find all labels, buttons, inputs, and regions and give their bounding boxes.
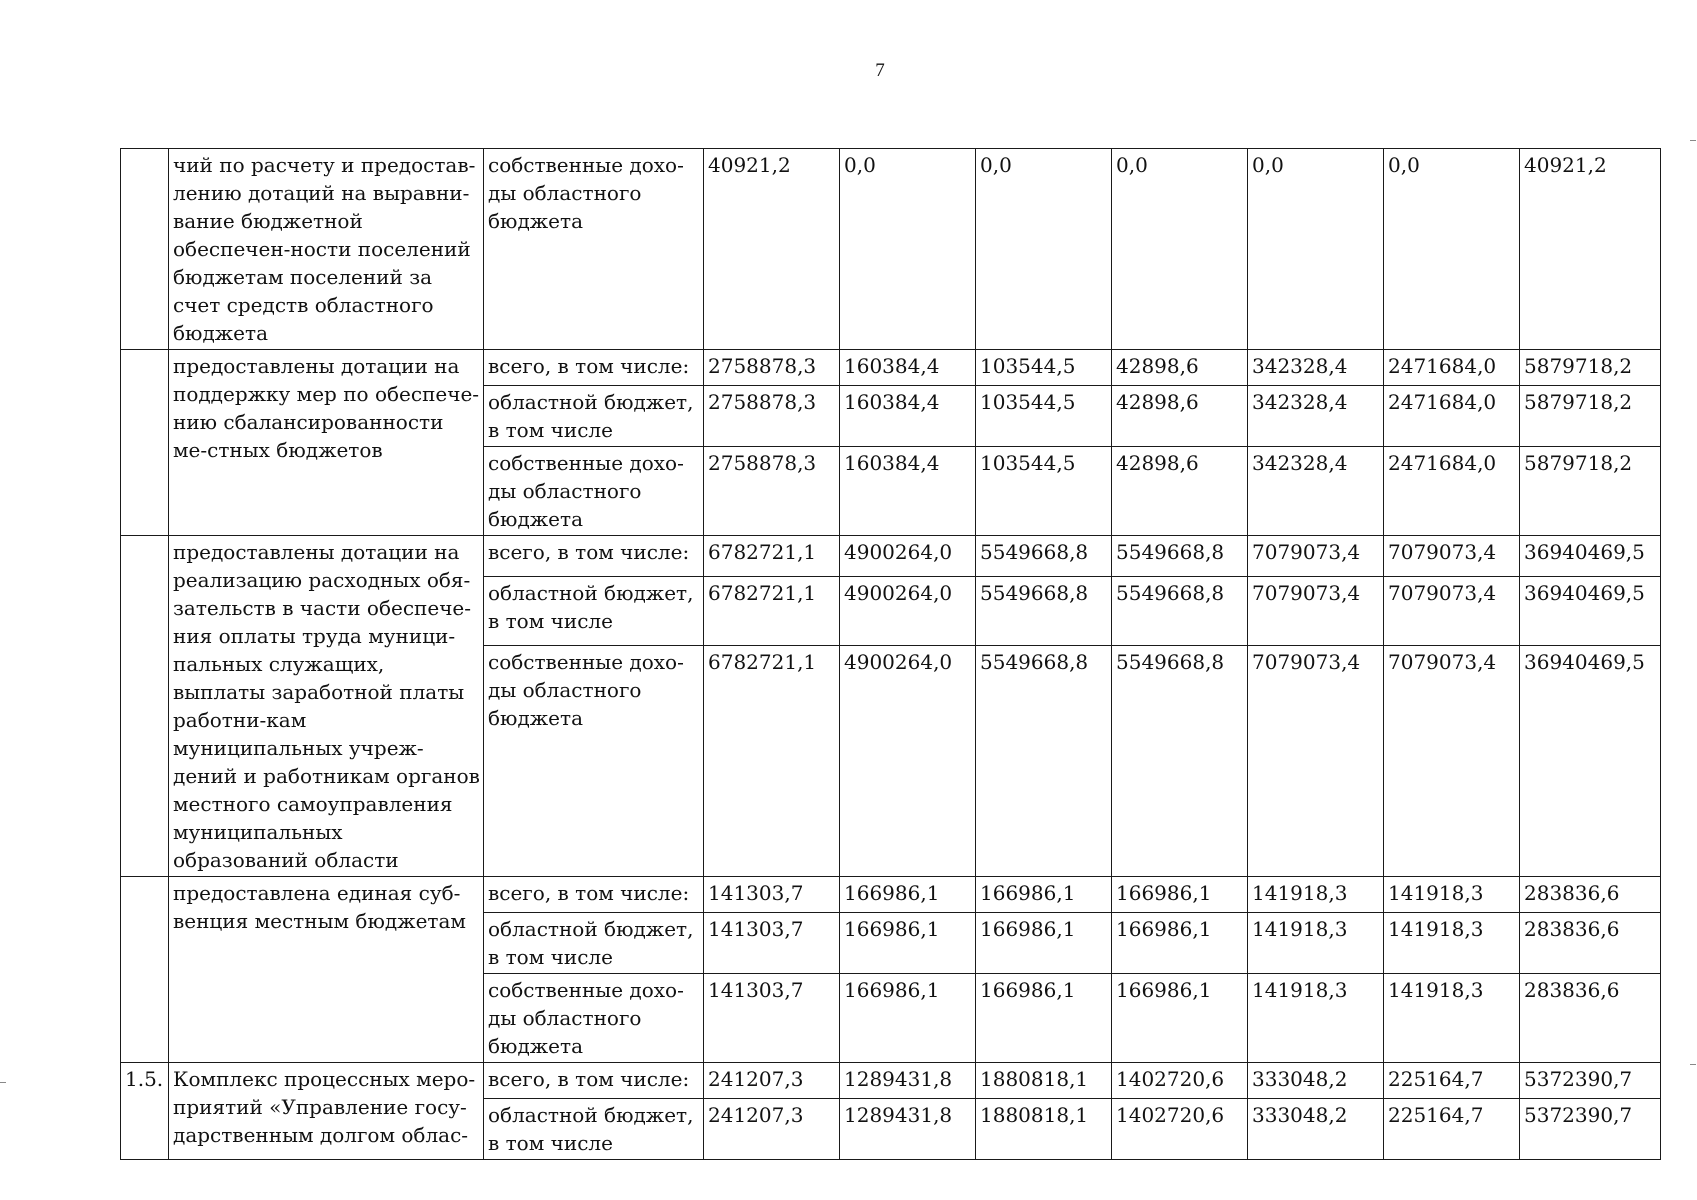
year-value-cell: 6782721,1 (704, 576, 840, 645)
year-value-cell: 225164,7 (1384, 1063, 1520, 1099)
year-value-cell: 0,0 (1112, 149, 1248, 350)
year-value-cell: 2471684,0 (1384, 386, 1520, 447)
budget-table (120, 148, 1661, 1160)
total-value-cell: 5879718,2 (1520, 447, 1661, 536)
year-value-cell: 1402720,6 (1112, 1099, 1248, 1160)
year-value-cell: 166986,1 (976, 877, 1112, 913)
table-row (121, 149, 1661, 350)
year-value-cell: 0,0 (1384, 149, 1520, 350)
measure-description-cell: Комплекс процессных меро-приятий «Управление госу-дарственным долгом облас- (169, 1063, 484, 1160)
measure-description-cell: чий по расчету и предостав-лению дотаций на выравни-вание бюджетной обеспечен-ности поселений бюджетам поселений за счет средств областного бюджета (169, 149, 484, 350)
year-value-cell: 342328,4 (1248, 350, 1384, 386)
year-value-cell: 7079073,4 (1384, 576, 1520, 645)
funding-source-cell: всего, в том числе: (484, 536, 704, 577)
funding-source-cell: всего, в том числе: (484, 350, 704, 386)
year-value-cell: 5549668,8 (976, 576, 1112, 645)
year-value-cell: 342328,4 (1248, 386, 1384, 447)
year-value-cell: 141918,3 (1384, 974, 1520, 1063)
measure-description-cell: предоставлены дотации на поддержку мер по обеспече-нию сбалансированности ме-стных бюджетов (169, 350, 484, 536)
year-value-cell: 103544,5 (976, 386, 1112, 447)
year-value-cell: 166986,1 (840, 877, 976, 913)
year-value-cell: 166986,1 (976, 913, 1112, 974)
year-value-cell: 4900264,0 (840, 645, 976, 876)
year-value-cell: 1880818,1 (976, 1063, 1112, 1099)
total-value-cell: 36940469,5 (1520, 536, 1661, 577)
year-value-cell: 1880818,1 (976, 1099, 1112, 1160)
total-value-cell: 5372390,7 (1520, 1063, 1661, 1099)
row-index-cell (121, 350, 169, 536)
year-value-cell: 0,0 (840, 149, 976, 350)
year-value-cell: 141918,3 (1248, 913, 1384, 974)
year-value-cell: 5549668,8 (1112, 645, 1248, 876)
table-row (121, 1063, 1661, 1099)
year-value-cell: 1289431,8 (840, 1063, 976, 1099)
year-value-cell: 42898,6 (1112, 350, 1248, 386)
year-value-cell: 40921,2 (704, 149, 840, 350)
year-value-cell: 141303,7 (704, 974, 840, 1063)
total-value-cell: 36940469,5 (1520, 645, 1661, 876)
year-value-cell: 333048,2 (1248, 1099, 1384, 1160)
year-value-cell: 7079073,4 (1248, 536, 1384, 577)
year-value-cell: 7079073,4 (1384, 645, 1520, 876)
scan-edge-mark (1690, 140, 1696, 141)
funding-source-cell: собственные дохо-ды областного бюджета (484, 149, 704, 350)
year-value-cell: 2471684,0 (1384, 350, 1520, 386)
scan-edge-mark (1690, 1064, 1696, 1065)
total-value-cell: 283836,6 (1520, 913, 1661, 974)
year-value-cell: 5549668,8 (976, 645, 1112, 876)
year-value-cell: 103544,5 (976, 350, 1112, 386)
row-index-cell (121, 149, 169, 350)
funding-source-cell: областной бюджет, в том числе (484, 913, 704, 974)
year-value-cell: 5549668,8 (1112, 536, 1248, 577)
year-value-cell: 160384,4 (840, 350, 976, 386)
year-value-cell: 225164,7 (1384, 1099, 1520, 1160)
year-value-cell: 7079073,4 (1384, 536, 1520, 577)
year-value-cell: 5549668,8 (1112, 576, 1248, 645)
year-value-cell: 333048,2 (1248, 1063, 1384, 1099)
year-value-cell: 6782721,1 (704, 536, 840, 577)
funding-source-cell: областной бюджет, в том числе (484, 386, 704, 447)
funding-source-cell: всего, в том числе: (484, 1063, 704, 1099)
table-row (121, 350, 1661, 386)
year-value-cell: 160384,4 (840, 447, 976, 536)
scan-edge-mark (0, 1082, 6, 1083)
year-value-cell: 141918,3 (1384, 877, 1520, 913)
table-body (121, 149, 1661, 1160)
total-value-cell: 5879718,2 (1520, 350, 1661, 386)
table-row (121, 877, 1661, 913)
year-value-cell: 160384,4 (840, 386, 976, 447)
year-value-cell: 4900264,0 (840, 576, 976, 645)
year-value-cell: 2758878,3 (704, 386, 840, 447)
year-value-cell: 5549668,8 (976, 536, 1112, 577)
total-value-cell: 5879718,2 (1520, 386, 1661, 447)
year-value-cell: 141918,3 (1248, 877, 1384, 913)
funding-source-cell: областной бюджет, в том числе (484, 576, 704, 645)
year-value-cell: 141918,3 (1248, 974, 1384, 1063)
year-value-cell: 42898,6 (1112, 386, 1248, 447)
measure-description-cell: предоставлены дотации на реализацию расходных обя-зательств в части обеспече-ния оплаты труда муници-пальных служащих, выплаты заработной платы работни-кам муниципальных учреж-дений и работникам органов местного самоуправления муниципальных образований области (169, 536, 484, 877)
year-value-cell: 1402720,6 (1112, 1063, 1248, 1099)
year-value-cell: 7079073,4 (1248, 576, 1384, 645)
year-value-cell: 342328,4 (1248, 447, 1384, 536)
year-value-cell: 241207,3 (704, 1099, 840, 1160)
row-index-cell: 1.5. (121, 1063, 169, 1160)
total-value-cell: 5372390,7 (1520, 1099, 1661, 1160)
year-value-cell: 2471684,0 (1384, 447, 1520, 536)
year-value-cell: 166986,1 (840, 913, 976, 974)
total-value-cell: 283836,6 (1520, 974, 1661, 1063)
funding-source-cell: собственные дохо-ды областного бюджета (484, 645, 704, 876)
year-value-cell: 2758878,3 (704, 350, 840, 386)
year-value-cell: 6782721,1 (704, 645, 840, 876)
total-value-cell: 283836,6 (1520, 877, 1661, 913)
year-value-cell: 103544,5 (976, 447, 1112, 536)
year-value-cell: 166986,1 (976, 974, 1112, 1063)
year-value-cell: 2758878,3 (704, 447, 840, 536)
year-value-cell: 141303,7 (704, 877, 840, 913)
year-value-cell: 1289431,8 (840, 1099, 976, 1160)
measure-description-cell: предоставлена единая суб-венция местным бюджетам (169, 877, 484, 1063)
year-value-cell: 7079073,4 (1248, 645, 1384, 876)
year-value-cell: 166986,1 (1112, 974, 1248, 1063)
funding-source-cell: областной бюджет, в том числе (484, 1099, 704, 1160)
total-value-cell: 36940469,5 (1520, 576, 1661, 645)
year-value-cell: 166986,1 (1112, 913, 1248, 974)
funding-source-cell: собственные дохо-ды областного бюджета (484, 447, 704, 536)
year-value-cell: 0,0 (1248, 149, 1384, 350)
page-number: 7 (875, 60, 885, 81)
year-value-cell: 241207,3 (704, 1063, 840, 1099)
year-value-cell: 141918,3 (1384, 913, 1520, 974)
year-value-cell: 42898,6 (1112, 447, 1248, 536)
funding-source-cell: всего, в том числе: (484, 877, 704, 913)
year-value-cell: 4900264,0 (840, 536, 976, 577)
row-index-cell (121, 536, 169, 877)
total-value-cell: 40921,2 (1520, 149, 1661, 350)
year-value-cell: 0,0 (976, 149, 1112, 350)
year-value-cell: 141303,7 (704, 913, 840, 974)
year-value-cell: 166986,1 (1112, 877, 1248, 913)
table-row (121, 536, 1661, 577)
year-value-cell: 166986,1 (840, 974, 976, 1063)
row-index-cell (121, 877, 169, 1063)
funding-source-cell: собственные дохо-ды областного бюджета (484, 974, 704, 1063)
